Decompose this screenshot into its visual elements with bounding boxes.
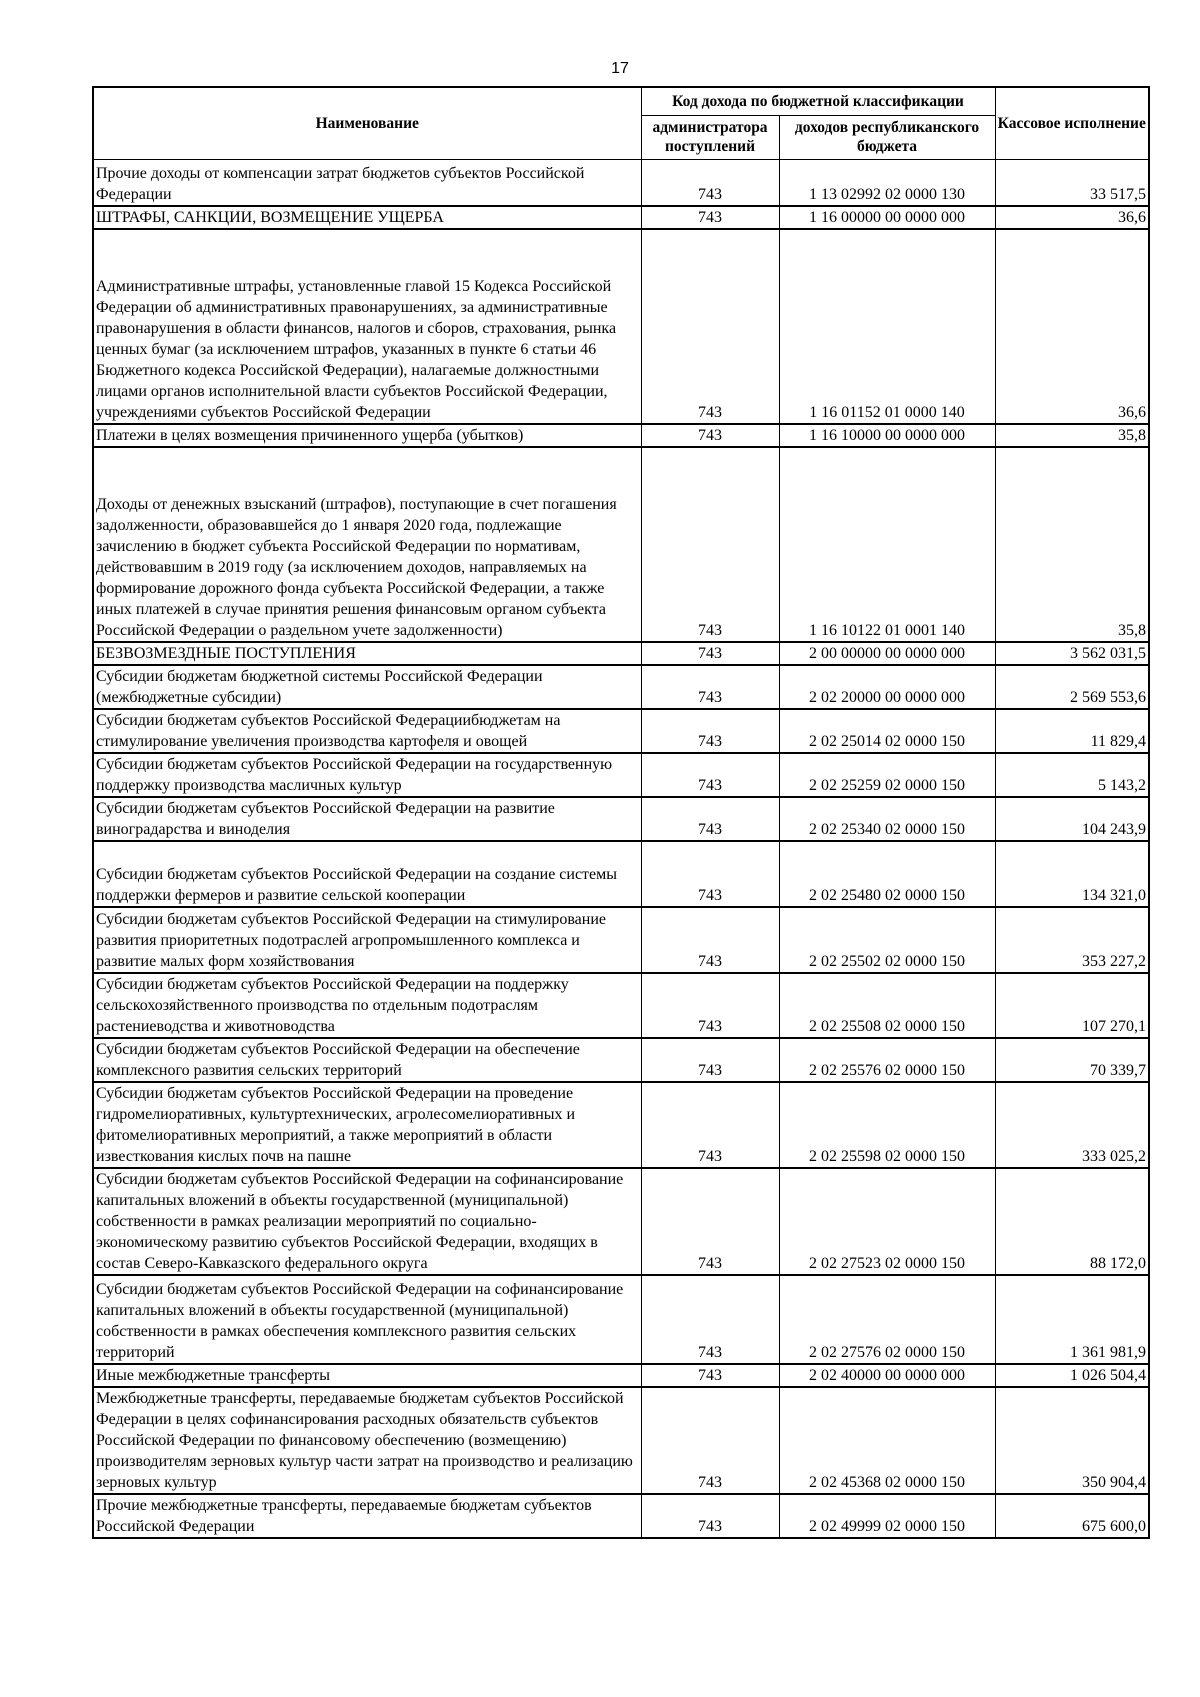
table-row — [93, 1387, 1149, 1494]
table-row — [93, 841, 1149, 907]
cell-amount: 3 562 031,5 — [995, 642, 1149, 665]
cell-name: Субсидии бюджетам субъектов Российской Федерации на поддержку сельскохозяйственного производства по отдельным подотраслям растениеводства и животноводства — [93, 973, 641, 1038]
cell-amount: 35,8 — [995, 424, 1149, 447]
cell-amount: 35,8 — [995, 447, 1149, 642]
cell-amount: 36,6 — [995, 206, 1149, 229]
cell-code: 2 02 25340 02 0000 150 — [779, 797, 995, 841]
cell-admin: 743 — [641, 1364, 779, 1387]
cell-amount: 33 517,5 — [995, 159, 1149, 206]
cell-amount: 36,6 — [995, 229, 1149, 424]
cell-name: Субсидии бюджетам субъектов Российской Федерации на развитие виноградарства и виноделия — [93, 797, 641, 841]
header-admin: администратора поступлений — [641, 115, 779, 159]
cell-name: Прочие доходы от компенсации затрат бюджетов субъектов Российской Федерации — [93, 159, 641, 206]
table-row — [93, 973, 1149, 1038]
table-row — [93, 159, 1149, 206]
cell-admin: 743 — [641, 1168, 779, 1275]
table-row — [93, 1494, 1149, 1538]
cell-code: 2 00 00000 00 0000 000 — [779, 642, 995, 665]
cell-code: 1 16 10122 01 0001 140 — [779, 447, 995, 642]
cell-admin: 743 — [641, 841, 779, 907]
cell-name: БЕЗВОЗМЕЗДНЫЕ ПОСТУПЛЕНИЯ — [93, 642, 641, 665]
cell-admin: 743 — [641, 709, 779, 753]
cell-name: Субсидии бюджетам субъектов Российской Федерации на государственную поддержку производства масличных культур — [93, 753, 641, 797]
cell-name: Межбюджетные трансферты, передаваемые бюджетам субъектов Российской Федерации в целях софинансирования расходных обязательств субъектов Российской Федерации по финансовому обеспечению (возмещению) производителям зерновых культур части затрат на производство и реализацию зерновых культур — [93, 1387, 641, 1494]
cell-amount: 675 600,0 — [995, 1494, 1149, 1538]
table-body — [93, 159, 1149, 1538]
table-header — [93, 87, 1149, 159]
cell-amount: 350 904,4 — [995, 1387, 1149, 1494]
cell-amount: 11 829,4 — [995, 709, 1149, 753]
cell-admin: 743 — [641, 665, 779, 709]
cell-code: 2 02 25480 02 0000 150 — [779, 841, 995, 907]
cell-code: 1 13 02992 02 0000 130 — [779, 159, 995, 206]
cell-code: 2 02 25576 02 0000 150 — [779, 1038, 995, 1082]
table-row — [93, 797, 1149, 841]
cell-code: 1 16 01152 01 0000 140 — [779, 229, 995, 424]
cell-name: Доходы от денежных взысканий (штрафов), поступающие в счет погашения задолженности, образовавшейся до 1 января 2020 года, подлежащие зачислению в бюджет субъекта Российской Федерации по нормативам, действовавшим в 2019 году (за исключением доходов, направляемых на формирование дорожного фонда субъекта Российской Федерации, а также иных платежей в случае принятия решения финансовым органом субъекта Российской Федерации о раздельном учете задолженности) — [93, 447, 641, 642]
table-row — [93, 665, 1149, 709]
cell-name: Субсидии бюджетам субъектов Российской Федерации на обеспечение комплексного развития сельских территорий — [93, 1038, 641, 1082]
cell-code: 2 02 49999 02 0000 150 — [779, 1494, 995, 1538]
cell-amount: 104 243,9 — [995, 797, 1149, 841]
cell-amount: 70 339,7 — [995, 1038, 1149, 1082]
cell-admin: 743 — [641, 1082, 779, 1168]
header-amount: Кассовое исполнение — [995, 87, 1149, 159]
cell-code: 2 02 25508 02 0000 150 — [779, 973, 995, 1038]
cell-admin: 743 — [641, 1038, 779, 1082]
table-row — [93, 753, 1149, 797]
cell-amount: 1 026 504,4 — [995, 1364, 1149, 1387]
cell-code: 2 02 25502 02 0000 150 — [779, 907, 995, 973]
cell-admin: 743 — [641, 1275, 779, 1364]
cell-admin: 743 — [641, 642, 779, 665]
cell-code: 2 02 25598 02 0000 150 — [779, 1082, 995, 1168]
table-row — [93, 206, 1149, 229]
cell-code: 1 16 10000 00 0000 000 — [779, 424, 995, 447]
cell-name: Платежи в целях возмещения причиненного ущерба (убытков) — [93, 424, 641, 447]
cell-name: Субсидии бюджетам субъектов Российской Федерации на проведение гидромелиоративных, культуртехнических, агролесомелиоративных и фитомелиоративных мероприятий, а также мероприятий в области известкования кислых почв на пашне — [93, 1082, 641, 1168]
cell-admin: 743 — [641, 753, 779, 797]
cell-name: Субсидии бюджетам субъектов Российской Федерации на стимулирование развития приоритетных подотраслей агропромышленного комплекса и развитие малых форм хозяйствования — [93, 907, 641, 973]
table-row — [93, 1364, 1149, 1387]
cell-admin: 743 — [641, 447, 779, 642]
cell-code: 1 16 00000 00 0000 000 — [779, 206, 995, 229]
cell-code: 2 02 25014 02 0000 150 — [779, 709, 995, 753]
cell-name: Субсидии бюджетам бюджетной системы Российской Федерации (межбюджетные субсидии) — [93, 665, 641, 709]
table-row — [93, 709, 1149, 753]
cell-amount: 5 143,2 — [995, 753, 1149, 797]
table-row — [93, 447, 1149, 642]
cell-amount: 88 172,0 — [995, 1168, 1149, 1275]
cell-code: 2 02 40000 00 0000 000 — [779, 1364, 995, 1387]
cell-code: 2 02 27523 02 0000 150 — [779, 1168, 995, 1275]
cell-amount: 1 361 981,9 — [995, 1275, 1149, 1364]
cell-amount: 107 270,1 — [995, 973, 1149, 1038]
cell-name: Субсидии бюджетам субъектов Российской Федерации на софинансирование капитальных вложений в объекты государственной (муниципальной) собственности в рамках реализации мероприятий по социально-экономическому развитию субъектов Российской Федерации, входящих в состав Северо-Кавказского федерального округа — [93, 1168, 641, 1275]
table-row — [93, 1275, 1149, 1364]
cell-name: Прочие межбюджетные трансферты, передаваемые бюджетам субъектов Российской Федерации — [93, 1494, 641, 1538]
cell-code: 2 02 45368 02 0000 150 — [779, 1387, 995, 1494]
cell-name: Иные межбюджетные трансферты — [93, 1364, 641, 1387]
table-row — [93, 907, 1149, 973]
table-row — [93, 424, 1149, 447]
table-row — [93, 229, 1149, 424]
cell-name: Субсидии бюджетам субъектов Российской Федерациибюджетам на стимулирование увеличения производства картофеля и овощей — [93, 709, 641, 753]
cell-admin: 743 — [641, 907, 779, 973]
cell-code: 2 02 20000 00 0000 000 — [779, 665, 995, 709]
cell-admin: 743 — [641, 973, 779, 1038]
table-row — [93, 1038, 1149, 1082]
cell-name: Субсидии бюджетам субъектов Российской Федерации на создание системы поддержки фермеров и развитие сельской кооперации — [93, 841, 641, 907]
cell-admin: 743 — [641, 159, 779, 206]
cell-amount: 333 025,2 — [995, 1082, 1149, 1168]
cell-name: Субсидии бюджетам субъектов Российской Федерации на софинансирование капитальных вложений в объекты государственной (муниципальной) собственности в рамках обеспечения комплексного развития сельских территорий — [93, 1275, 641, 1364]
cell-admin: 743 — [641, 229, 779, 424]
header-code: доходов республиканского бюджета — [779, 115, 995, 159]
table-row — [93, 1082, 1149, 1168]
budget-table — [92, 86, 1150, 1539]
cell-admin: 743 — [641, 206, 779, 229]
cell-amount: 134 321,0 — [995, 841, 1149, 907]
cell-name: ШТРАФЫ, САНКЦИИ, ВОЗМЕЩЕНИЕ УЩЕРБА — [93, 206, 641, 229]
cell-code: 2 02 25259 02 0000 150 — [779, 753, 995, 797]
cell-admin: 743 — [641, 1387, 779, 1494]
cell-name: Административные штрафы, установленные главой 15 Кодекса Российской Федерации об административных правонарушениях, за административные правонарушения в области финансов, налогов и сборов, страхования, рынка ценных бумаг (за исключением штрафов, указанных в пункте 6 статьи 46 Бюджетного кодекса Российской Федерации), налагаемые должностными лицами органов исполнительной власти субъектов Российской Федерации, учреждениями субъектов Российской Федерации — [93, 229, 641, 424]
table-row — [93, 1168, 1149, 1275]
cell-code: 2 02 27576 02 0000 150 — [779, 1275, 995, 1364]
page-number: 17 — [611, 60, 629, 77]
header-name: Наименование — [93, 87, 641, 159]
cell-admin: 743 — [641, 1494, 779, 1538]
table-row — [93, 642, 1149, 665]
cell-amount: 2 569 553,6 — [995, 665, 1149, 709]
header-code-group: Код дохода по бюджетной классификации — [641, 87, 995, 115]
cell-amount: 353 227,2 — [995, 907, 1149, 973]
cell-admin: 743 — [641, 424, 779, 447]
cell-admin: 743 — [641, 797, 779, 841]
